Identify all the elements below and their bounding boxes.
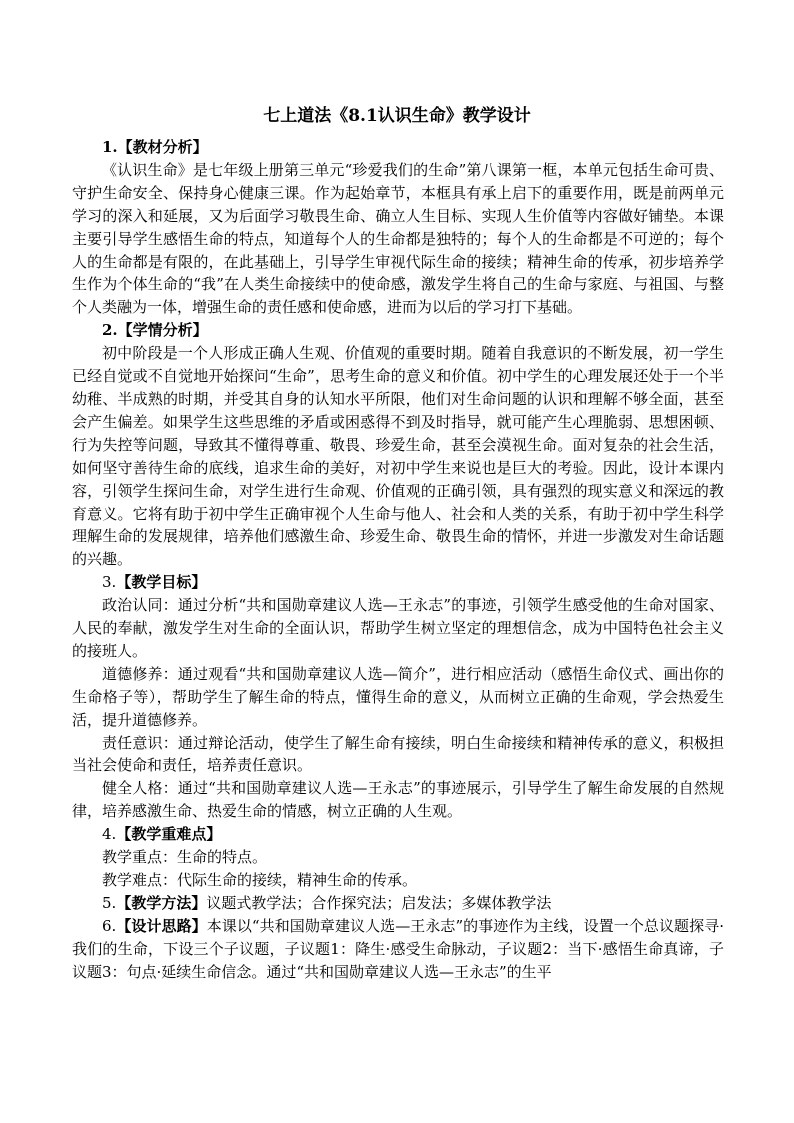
section-number: 5.: [102, 893, 117, 912]
section-label: 【学情分析】: [117, 321, 208, 340]
section-label: 【教材分析】: [117, 138, 208, 156]
paragraph-textbook-analysis: 《认识生命》是七年级上册第三单元“珍爱我们的生命”第八课第一框，本单元包括生命可贵、守护生命安全、保持身心健康三课。作为起始章节，本框具有承上启下的重要作用，既是前两单元学习的深入和延展，又为后面学习敬畏生命、确立人生目标、实现人生价值等内容做好铺垫。本课主要引导学生感悟生命的特点，知道每个人的生命都是独特的；每个人的生命都是不可逆的；每个人的生命都是有限的，在此基础上，引导学生审视代际生命的接续；精神生命的传承，初步培养学生作为个体生命的“我”在人类生命接续中的使命感，激发学生将自己的生命与家庭、与祖国、与整个人类融为一体，增强生命的责任感和使命感，进而为以后的学习打下基础。: [72, 160, 724, 317]
section-heading-key-difficult-points: [72, 823, 724, 846]
goal-moral-cultivation: 道德修养：通过观看“共和国勋章建议人选—简介”，进行相应活动（感悟生命仪式、画出你的生命格子等），帮助学生了解生命的特点，懂得生命的意义，从而树立正确的生命观，学会热爱生活，提升道德修养。: [72, 664, 724, 729]
section-heading-student-analysis: [72, 319, 724, 342]
goal-political-identity: 政治认同：通过分析“共和国勋章建议人选—王永志”的事迹，引领学生感受他的生命对国家、人民的奉献，激发学生对生命的全面认识，帮助学生树立坚定的理想信念，成为中国特色社会主义的接班人。: [72, 596, 724, 660]
section-number: 6.: [102, 916, 117, 935]
goal-sound-personality: 健全人格：通过“共和国勋章建议人选—王永志”的事迹展示，引导学生了解生命发展的自然规律，培养感激生命、热爱生命的情感，树立正确的人生观。: [72, 779, 724, 821]
section-number: 1.: [102, 138, 118, 156]
teaching-difficult-point: 教学难点：代际生命的接续，精神生命的传承。: [102, 871, 418, 889]
section-body: 议题式教学法；合作探究法；启发法；多媒体教学法: [206, 893, 552, 912]
section-body: 本课以“共和国勋章建议人选—王永志”的事迹作为主线，设置一个总议题探寻·我们的生命，下设三个子议题，子议题1：降生·感受生命脉动，子议题2：当下·感悟生命真谛，子议题3：句点·延续生命信念。通过“共和国勋章建议人选—王永志”的生平: [72, 916, 724, 981]
section-design-ideas: [72, 915, 724, 984]
section-number: 4.: [102, 825, 117, 844]
section-label: 【设计思路】: [116, 916, 207, 935]
section-number: 3.: [102, 573, 117, 592]
paragraph-student-analysis: 初中阶段是一个人形成正确人生观、价值观的重要时期。随着自我意识的不断发展，初一学生已经自觉或不自觉地开始探问“生命”，思考生命的意义和价值。初中学生的心理发展还处于一个半幼稚、半成熟的时期，并受其自身的认知水平所限，他们对生命问题的认识和理解不够全面，甚至会产生偏差。如果学生这些思维的矛盾或困惑得不到及时指导，就可能产生心理脆弱、思想困顿、行为失控等问题，导致其不懂得尊重、敬畏、珍爱生命，甚至会漠视生命。面对复杂的社会生活，如何坚守善待生命的底线，追求生命的美好，对初中学生来说也是巨大的考验。因此，设计本课内容，引领学生探问生命，对学生进行生命观、价值观的正确引领，具有强烈的现实意义和深远的教育意义。它将有助于初中学生正确审视个人生命与他人、社会和人类的关系，有助于初中学生科学理解生命的发展规律，培养他们感激生命、珍爱生命、敬畏生命的情怀，并进一步激发对生命话题的兴趣。: [72, 344, 724, 569]
document-body: [72, 136, 724, 984]
section-teaching-methods: [72, 892, 724, 915]
section-label: 【教学重难点】: [116, 825, 222, 844]
document-title: 七上道法《8.1认识生命》教学设计: [263, 106, 531, 126]
section-label: 【教学方法】: [116, 893, 207, 912]
goal-responsibility: 责任意识：通过辩论活动，使学生了解生命有接续，明白生命接续和精神传承的意义，积极担当社会使命和责任，培养责任意识。: [72, 733, 724, 775]
section-label: 【教学目标】: [116, 573, 207, 592]
teaching-key-point: 教学重点：生命的特点。: [102, 848, 268, 867]
section-heading-textbook-analysis: [72, 136, 724, 159]
section-number: 2.: [102, 321, 118, 340]
section-heading-teaching-goals: [72, 571, 724, 594]
